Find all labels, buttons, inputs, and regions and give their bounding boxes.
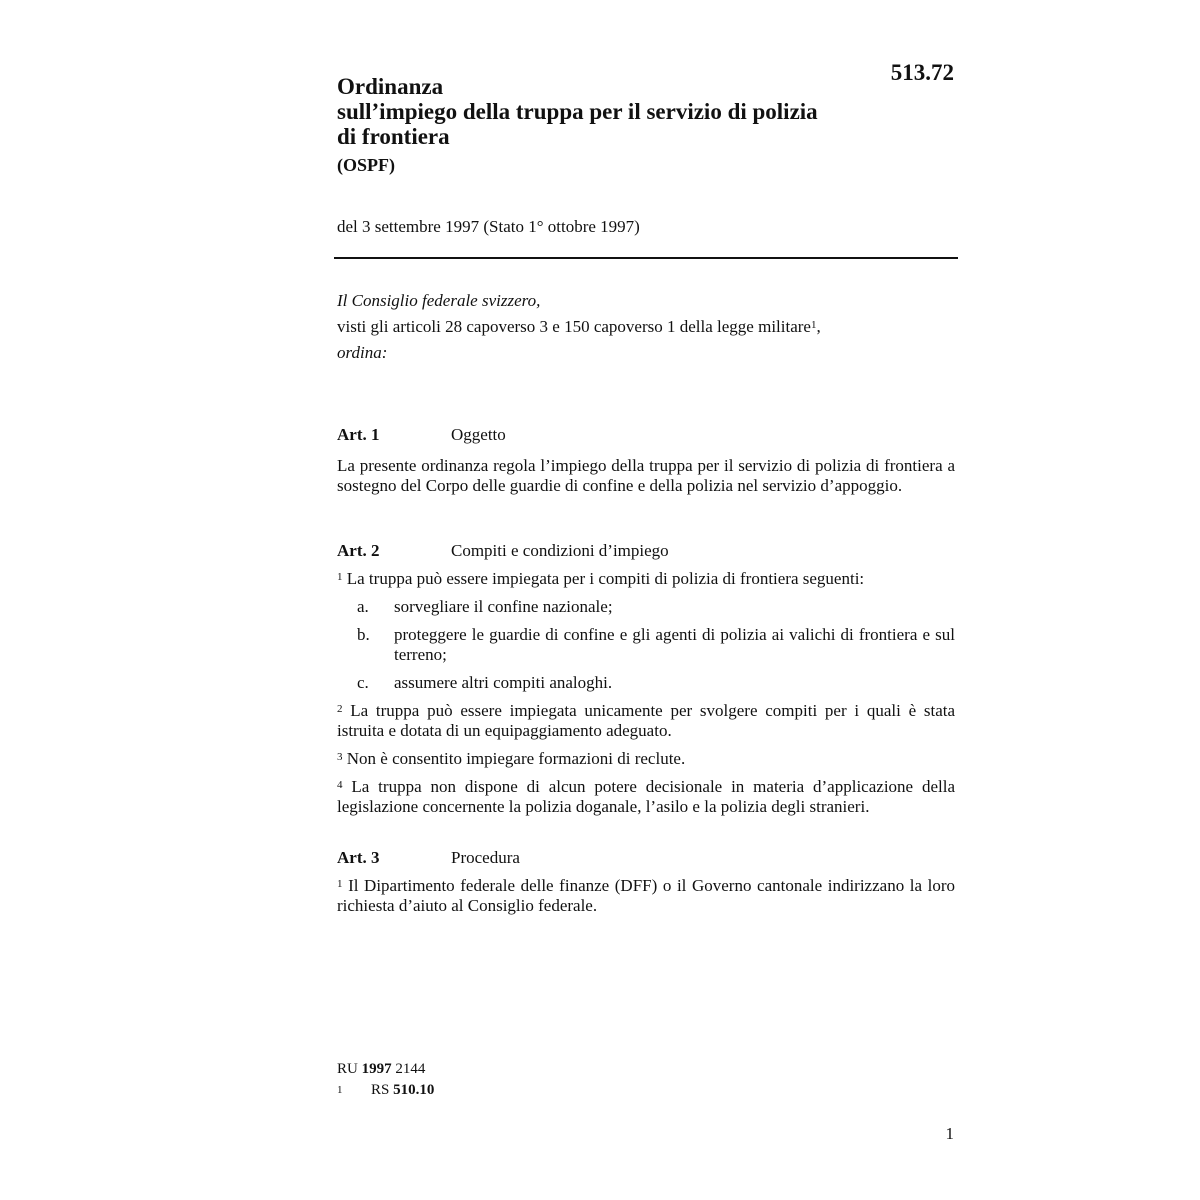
page-number: 1 [945, 1124, 954, 1143]
article-2-paragraph-2 [337, 701, 955, 741]
list-label: b. [357, 625, 370, 644]
ru-page: 2144 [395, 1061, 426, 1077]
title-abbreviation: (OSPF) [337, 155, 395, 175]
paragraph-text: La truppa non dispone di alcun potere decisionale in materia d’applicazione della legislazione concernente la polizia doganale, l’asilo e la polizia degli stranieri. [337, 777, 955, 816]
preamble-authority: Il Consiglio federale svizzero, [337, 291, 541, 310]
title-block [337, 74, 897, 176]
article-3-number: Art. 3 [337, 848, 380, 867]
footnote-mark: 1 [337, 1084, 343, 1096]
article-1-number: Art. 1 [337, 425, 380, 444]
paragraph-text: La truppa può essere impiegata per i compiti di polizia di frontiera seguenti: [346, 569, 865, 588]
footnotes [337, 1059, 434, 1101]
list-label: c. [357, 673, 369, 692]
title-line-3: di frontiera [337, 124, 450, 149]
paragraph-number: 2 [337, 703, 343, 715]
legal-basis-text: visti gli articoli 28 capoverso 3 e 150 capoverso 1 della legge militare [337, 317, 811, 336]
paragraph-number: 1 [337, 878, 343, 890]
paragraph-number: 1 [337, 571, 343, 583]
article-2-list [337, 597, 955, 693]
sr-number: 513.72 [890, 60, 954, 85]
list-text: assumere altri compiti analoghi. [394, 673, 613, 692]
ru-year: 1997 [361, 1061, 392, 1077]
footnote-ref: 510.10 [393, 1082, 435, 1098]
article-2-number: Art. 2 [337, 541, 380, 560]
article-3-title: Procedura [451, 848, 520, 867]
article-2-paragraph-4 [337, 777, 955, 817]
list-text: proteggere le guardie di confine e gli agenti di polizia ai valichi di frontiera e sul terreno; [394, 625, 955, 664]
article-3 [337, 847, 955, 916]
list-item-b [337, 625, 955, 665]
article-1-text: La presente ordinanza regola l’impiego della truppa per il servizio di polizia di frontiera a sostegno del Corpo delle guardie di confine e della polizia nel servizio d’appoggio. [337, 456, 955, 495]
article-1-title: Oggetto [451, 425, 506, 444]
article-2-heading [337, 540, 955, 562]
paragraph-number: 4 [337, 779, 343, 791]
title-line-2: sull’impiego della truppa per il servizio di polizia [337, 99, 818, 124]
legal-basis-end: , [816, 317, 821, 336]
paragraph-number: 3 [337, 751, 343, 763]
paragraph-text: Non è consentito impiegare formazioni di reclute. [346, 749, 686, 768]
footnote-ref-1[interactable]: 1 [810, 319, 817, 331]
preamble [337, 288, 957, 366]
article-2-paragraph-1 [337, 569, 955, 589]
article-1 [337, 424, 955, 496]
footnote-1 [337, 1080, 434, 1101]
article-2-paragraph-3 [337, 749, 955, 769]
list-item-a [337, 597, 955, 617]
list-text: sorvegliare il confine nazionale; [394, 597, 613, 616]
paragraph-text: Il Dipartimento federale delle finanze (DFF) o il Governo cantonale indirizzano la loro richiesta d’aiuto al Consiglio federale. [337, 876, 956, 915]
article-2-title: Compiti e condizioni d’impiego [451, 541, 669, 560]
horizontal-rule [334, 257, 958, 259]
footnote-prefix: RS [371, 1082, 390, 1098]
title-line-1: Ordinanza [337, 74, 444, 99]
list-label: a. [357, 597, 369, 616]
article-2 [337, 540, 955, 817]
ru-prefix: RU [337, 1061, 358, 1077]
article-3-paragraph-1 [337, 876, 955, 916]
preamble-ordains: ordina: [337, 343, 388, 362]
ru-reference [337, 1059, 434, 1080]
article-1-heading [337, 424, 955, 446]
list-item-c [337, 673, 955, 693]
paragraph-text: La truppa può essere impiegata unicamente per svolgere compiti per i quali è stata istruita e dotata di un equipaggiamento adeguato. [337, 701, 956, 740]
date-line: del 3 settembre 1997 (Stato 1° ottobre 1997) [337, 217, 640, 236]
preamble-legal-basis [337, 314, 957, 340]
article-3-heading [337, 847, 955, 869]
